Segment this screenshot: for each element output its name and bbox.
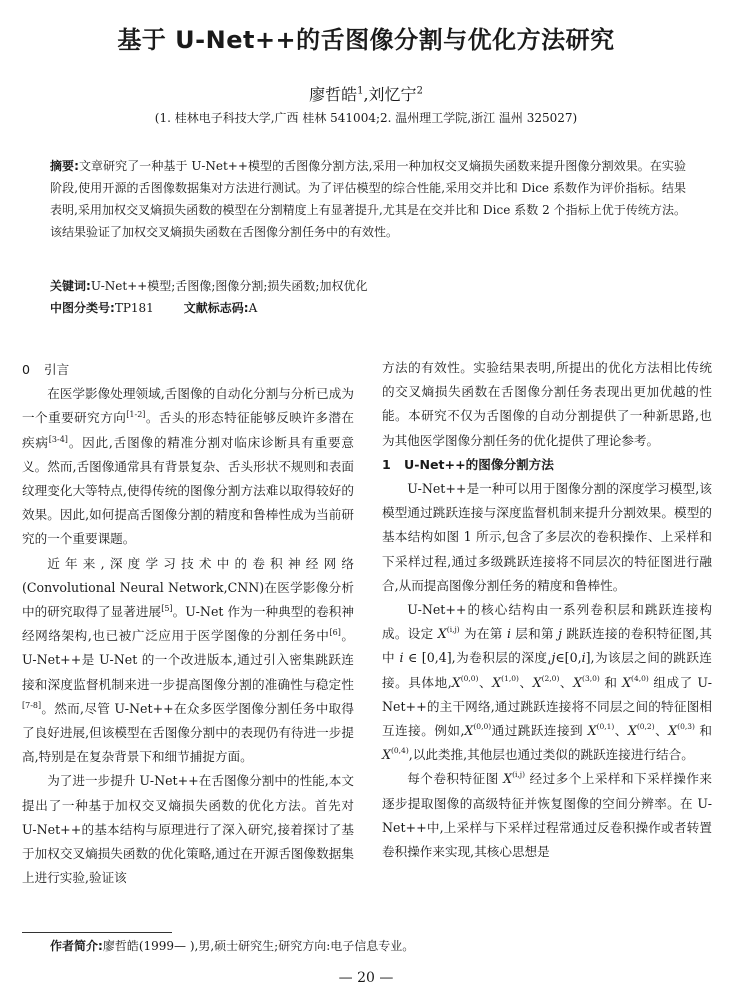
paragraph-text: 在医学影像处理领域,舌图像的自动化分割与分析已成为一个重要研究方向 [22,386,354,426]
paragraph-text: 。U-Net++是 U-Net 的一个改进版本,通过引入密集跳跃连接和深度监督机制来进一步提高图像分割的准确性与稳定性 [22,628,354,692]
abstract-label: 摘要: [50,159,79,173]
paragraph-text: U-Net++的核心结构由一系列卷积层和跳跃连接构成。设定 [382,602,712,642]
paragraph-text: 层和第 [510,626,559,642]
math-symbol: X$^{(0,0)}$ [451,673,479,690]
citation: [7-8] [22,700,42,710]
affiliation-mark: 1 [357,85,364,97]
citation: [5] [161,604,173,614]
paragraph-text: ,以此类推,其他层也通过类似的跳跃连接进行结合。 [408,747,694,763]
math-symbol: i [399,650,404,666]
clc-value: TP181 [114,301,154,315]
math-symbol: j [558,626,563,642]
paragraph-text: 通过跳跃连接到 [491,723,588,739]
paragraph-text: 组成了 U-Net++的主干网络,通过跳跃连接将不同层之间的特征图相互连接。例如, [382,674,713,739]
citation: [6] [329,628,341,638]
left-column [22,358,354,890]
clc-label: 中图分类号: [50,301,115,315]
footnote-rule [22,932,172,933]
bio-text: 廖哲皓(1999— ),男,硕士研究生;研究方向:电子信息专业。 [102,939,415,953]
paragraph [22,382,354,551]
math-symbol: X$^{(1,0)}$ [492,673,519,690]
math-symbol: X$^{(0,3)}$ [668,722,695,739]
bio-label: 作者简介: [50,939,103,953]
abstract-text: 文章研究了一种基于 U-Net++模型的舌图像分割方法,采用一种加权交叉熵损失函数来提升图像分割效果。在实验阶段,使用开源的舌图像数据集对方法进行测试。为了评估模型的综合性能,采用交并比和 Dice 系数作为评价指标。结果表明,采用加权交叉熵损失函数的模型在分割精度上有显著提升,尤其是在交并比和 Dice 系数 2 个指标上优于传统方法。该结果验证了加权交叉熵损失函数在舌图像分割任务中的有效性。 [50,159,686,239]
author-line [0,82,732,105]
paragraph-text: 每个卷积特征图 [407,771,504,787]
classification-line [50,298,257,318]
paragraph-text: 经过多个上采样和下采样操作来逐步提取图像的高级特征并恢复图像的空间分辨率。在 U-Net++中,上采样与下采样过程常通过反卷积操作或者转置卷积操作来实现,其核心思想是 [382,771,712,860]
author-separator: , [363,85,369,104]
math-symbol: i [581,650,586,666]
section-title: 引言 [44,362,70,377]
affiliation: (1. 桂林电子科技大学,广西 桂林 541004;2. 温州理工学院,浙江 温州 325027) [154,111,578,125]
author-name: 刘忆宁 [368,85,417,104]
paragraph: 为了进一步提升 U-Net++在舌图像分割中的性能,本文提出了一种基于加权交叉熵损失函数的优化方法。首先对 U-Net++的基本结构与原理进行了深入研究,接着探讨了基于加权交叉熵损失函数的优化策略,通过在开源舌图像数据集上进行实验,验证该 [22,773,354,886]
math-symbol: X$^{(0,0)}$ [464,722,492,739]
keywords-text: U-Net++模型;舌图像;图像分割;损失函数;加权优化 [90,279,368,293]
abstract [50,155,686,243]
math-symbol: j [551,650,556,666]
right-column [382,356,712,864]
citation: [3-4] [48,434,68,444]
citation: [1-2] [126,410,146,420]
paragraph-text: 近年来,深度学习技术中的卷积神经网络(Convolutional Neural Network,CNN)在医学影像分析中的研究取得了显著进展 [22,555,354,620]
math-symbol: X$^{(0,2)}$ [627,722,655,739]
paper-title: 基于 U-Net++的舌图像分割与优化方法研究 [117,26,615,54]
paragraph: 方法的有效性。实验结果表明,所提出的优化方法相比传统的交叉熵损失函数在舌图像分割任务表现出更加优越的性能。本研究不仅为舌图像的自动分割提供了一种新思路,也为其他医学图像分割任务的优化提供了理论参考。 [382,360,712,448]
math-symbol: X$^{(4,0)}$ [622,673,649,690]
paragraph-text: 。因此,舌图像的精准分割对临床诊断具有重要意义。然而,舌图像通常具有背景复杂、舌头形状不规则和表面纹理变化大等特点,使得传统的图像分割方法难以取得较好的效果。因此,如何提高舌图像分割的精度和鲁棒性成为当前研究的一个重要课题。 [22,434,354,547]
paragraph-text: 。舌头的形态特征能够反映许多潜在疾病 [22,410,355,450]
doc-code-label: 文献标志码: [183,301,249,315]
section-number: 0 [22,362,31,377]
paragraph [382,767,712,864]
section-title: U-Net++的图像分割方法 [404,456,554,472]
math-symbol: X$^{(3,0)}$ [573,673,600,690]
math-symbol: X$^{(i,j)}$ [437,625,460,642]
affiliation-mark: 2 [416,85,423,97]
keywords [50,276,367,296]
math-symbol: X$^{(i,j)}$ [503,770,526,787]
author-name: 廖哲皓 [309,85,358,104]
section-heading-intro [22,358,354,382]
keywords-label: 关键词: [50,279,91,293]
page-number: — 20 — [338,970,394,986]
paragraph-text: ],为该层之间的跳跃连接。具体地, [382,650,712,690]
math-symbol: X$^{(0,1)}$ [587,722,615,739]
paragraph-text: 跳跃连接的卷积特征图,其中 [382,626,712,666]
section-heading-method [382,453,712,477]
section-number: 1 [382,456,391,472]
paragraph [22,552,354,770]
author-bio [50,936,414,956]
paragraph-text: 。U-Net 作为一种典型的卷积神经网络架构,也已被广泛应用于医学图像的分割任务中 [22,604,355,644]
paragraph-text: 为在第 [459,626,507,642]
paragraph: U-Net++是一种可以用于图像分割的深度学习模型,该模型通过跳跃连接与深度监督机制来提升分割效果。模型的基本结构如图 1 所示,包含了多层次的卷积操作、上采样和下采样过程,通过多级跳跃连接将不同层次的特征图进行融合,从而提高图像分割任务的精度和鲁棒性。 [382,481,712,593]
doc-code-value: A [248,301,258,315]
math-symbol: X$^{(2,0)}$ [532,673,560,690]
paragraph-text: ∈ [0,4],为卷积层的深度, [403,650,552,666]
math-symbol: i [506,626,511,642]
paragraph-text: ∈[0, [555,650,582,666]
math-symbol: X$^{(0,4)}$ [382,746,409,763]
paragraph: U-Net++的核心结构由一系列卷积层和跳跃连接构成。设定 X$^{(i,j)}$ 为在第 i 层和第 j 跳跃连接的卷积特征图,其中 i ∈ [0,4],为卷积层的深度,j∈[0,i],为该层之间的跳跃连接。具体地$,X^{(0,0)}$、X$^{(1,0)}$、X$^{(2,0)}$、X$^{(3,0)}$ 和 X$^{(4,0)}$ 组成了 U-Net++的主干网络,通过跳跃连接将不同层之间的特征图相互连接。例如$,X^{(0,0)}$通过跳跃连接到 X$^{(0,1)}$、X$^{(0,2)}$、X$^{(0,3)}$ 和 X$^{(0,4)}$,以此类推,其他层也通过类似的跳跃连接进行结合。 [382,602,713,763]
paragraph-text: 。然而,尽管 U-Net++在众多医学图像分割任务中取得了良好进展,但该模型在舌图像分割中的表现仍有待进一步提高,特别是在复杂背景下和细节捕捉方面。 [22,700,354,765]
